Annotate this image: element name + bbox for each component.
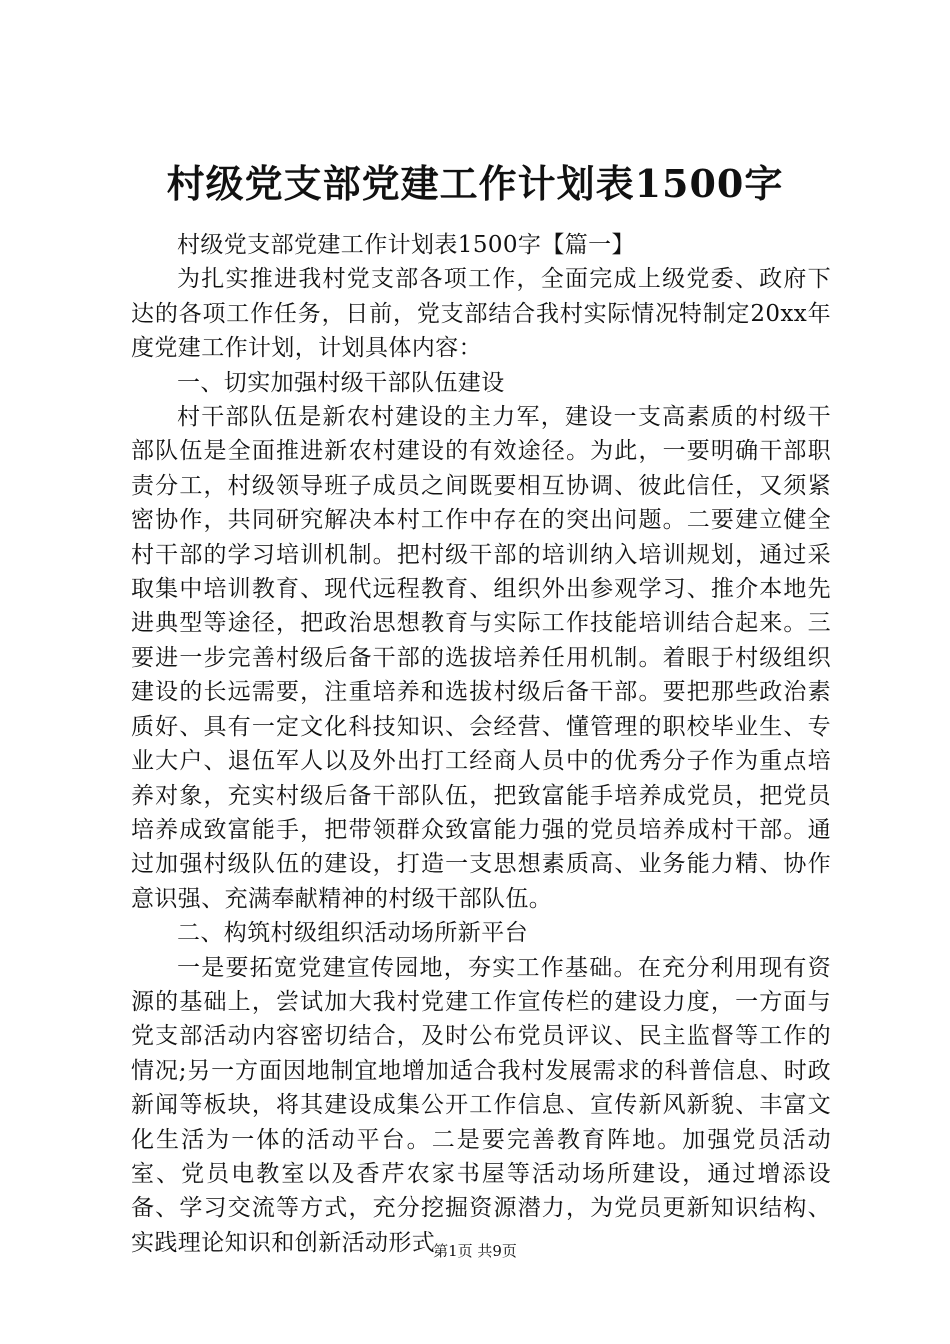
section-heading-1: 一、切实加强村级干部队伍建设 bbox=[177, 369, 505, 396]
section-heading-2: 二、构筑村级组织活动场所新平台 bbox=[177, 920, 528, 947]
document-subtitle: 村级党支部党建工作计划表1500字【篇一】 bbox=[177, 232, 635, 258]
page-footer: 第1页 共9页 bbox=[433, 1242, 517, 1260]
paragraph-section-1: 村干部队伍是新农村建设的主力军，建设一支高素质的村级干部队伍是全面推进新农村建设的有效途径。为此，一要明确干部职责分工，村级领导班子成员之间既要相互协调、彼此信任，又须紧密协作，共同研究解决本村工作中存在的突出问题。二要建立健全村干部的学习培训机制。把村级干部的培训纳入培训规划，通过采取集中培训教育、现代远程教育、组织外出参观学习、推介本地先进典型等途径，把政治思想教育与实际工作技能培训结合起来。三要进一步完善村级后备干部的选拔培养任用机制。着眼于村级组织建设的长远需要，注重培养和选拔村级后备干部。要把那些政治素质好、具有一定文化科技知识、会经营、懂管理的职校毕业生、专业大户、退伍军人以及外出打工经商人员中的优秀分子作为重点培养对象，充实村级后备干部队伍，把致富能手培养成党员，把党员培养成致富能手，把带领群众致富能力强的党员培养成村干部。通过加强村级队伍的建设，打造一支思想素质高、业务能力精、协作意识强、充满奉献精神的村级干部队伍。 bbox=[131, 404, 831, 912]
paragraph-section-2: 一是要拓宽党建宣传园地，夯实工作基础。在充分利用现有资源的基础上，尝试加大我村党建工作宣传栏的建设力度，一方面与党支部活动内容密切结合，及时公布党员评议、民主监督等工作的情况;另一方面因地制宜地增加适合我村发展需求的科普信息、时政新闻等板块，将其建设成集公开工作信息、宣传新风新貌、丰富文化生活为一体的活动平台。二是要完善教育阵地。加强党员活动室、党员电教室以及香芹农家书屋等活动场所建设，通过增添设备、学习交流等方式，充分挖掘资源潜力，为党员更新知识结构、实践理论知识和创新活动形式 bbox=[131, 954, 831, 1256]
paragraph-intro: 为扎实推进我村党支部各项工作，全面完成上级党委、政府下达的各项工作任务，日前，党支部结合我村实际情况特制定20xx年度党建工作计划，计划具体内容： bbox=[131, 266, 831, 362]
document-title: 村级党支部党建工作计划表1500字 bbox=[166, 161, 784, 206]
document-body bbox=[131, 228, 831, 1260]
